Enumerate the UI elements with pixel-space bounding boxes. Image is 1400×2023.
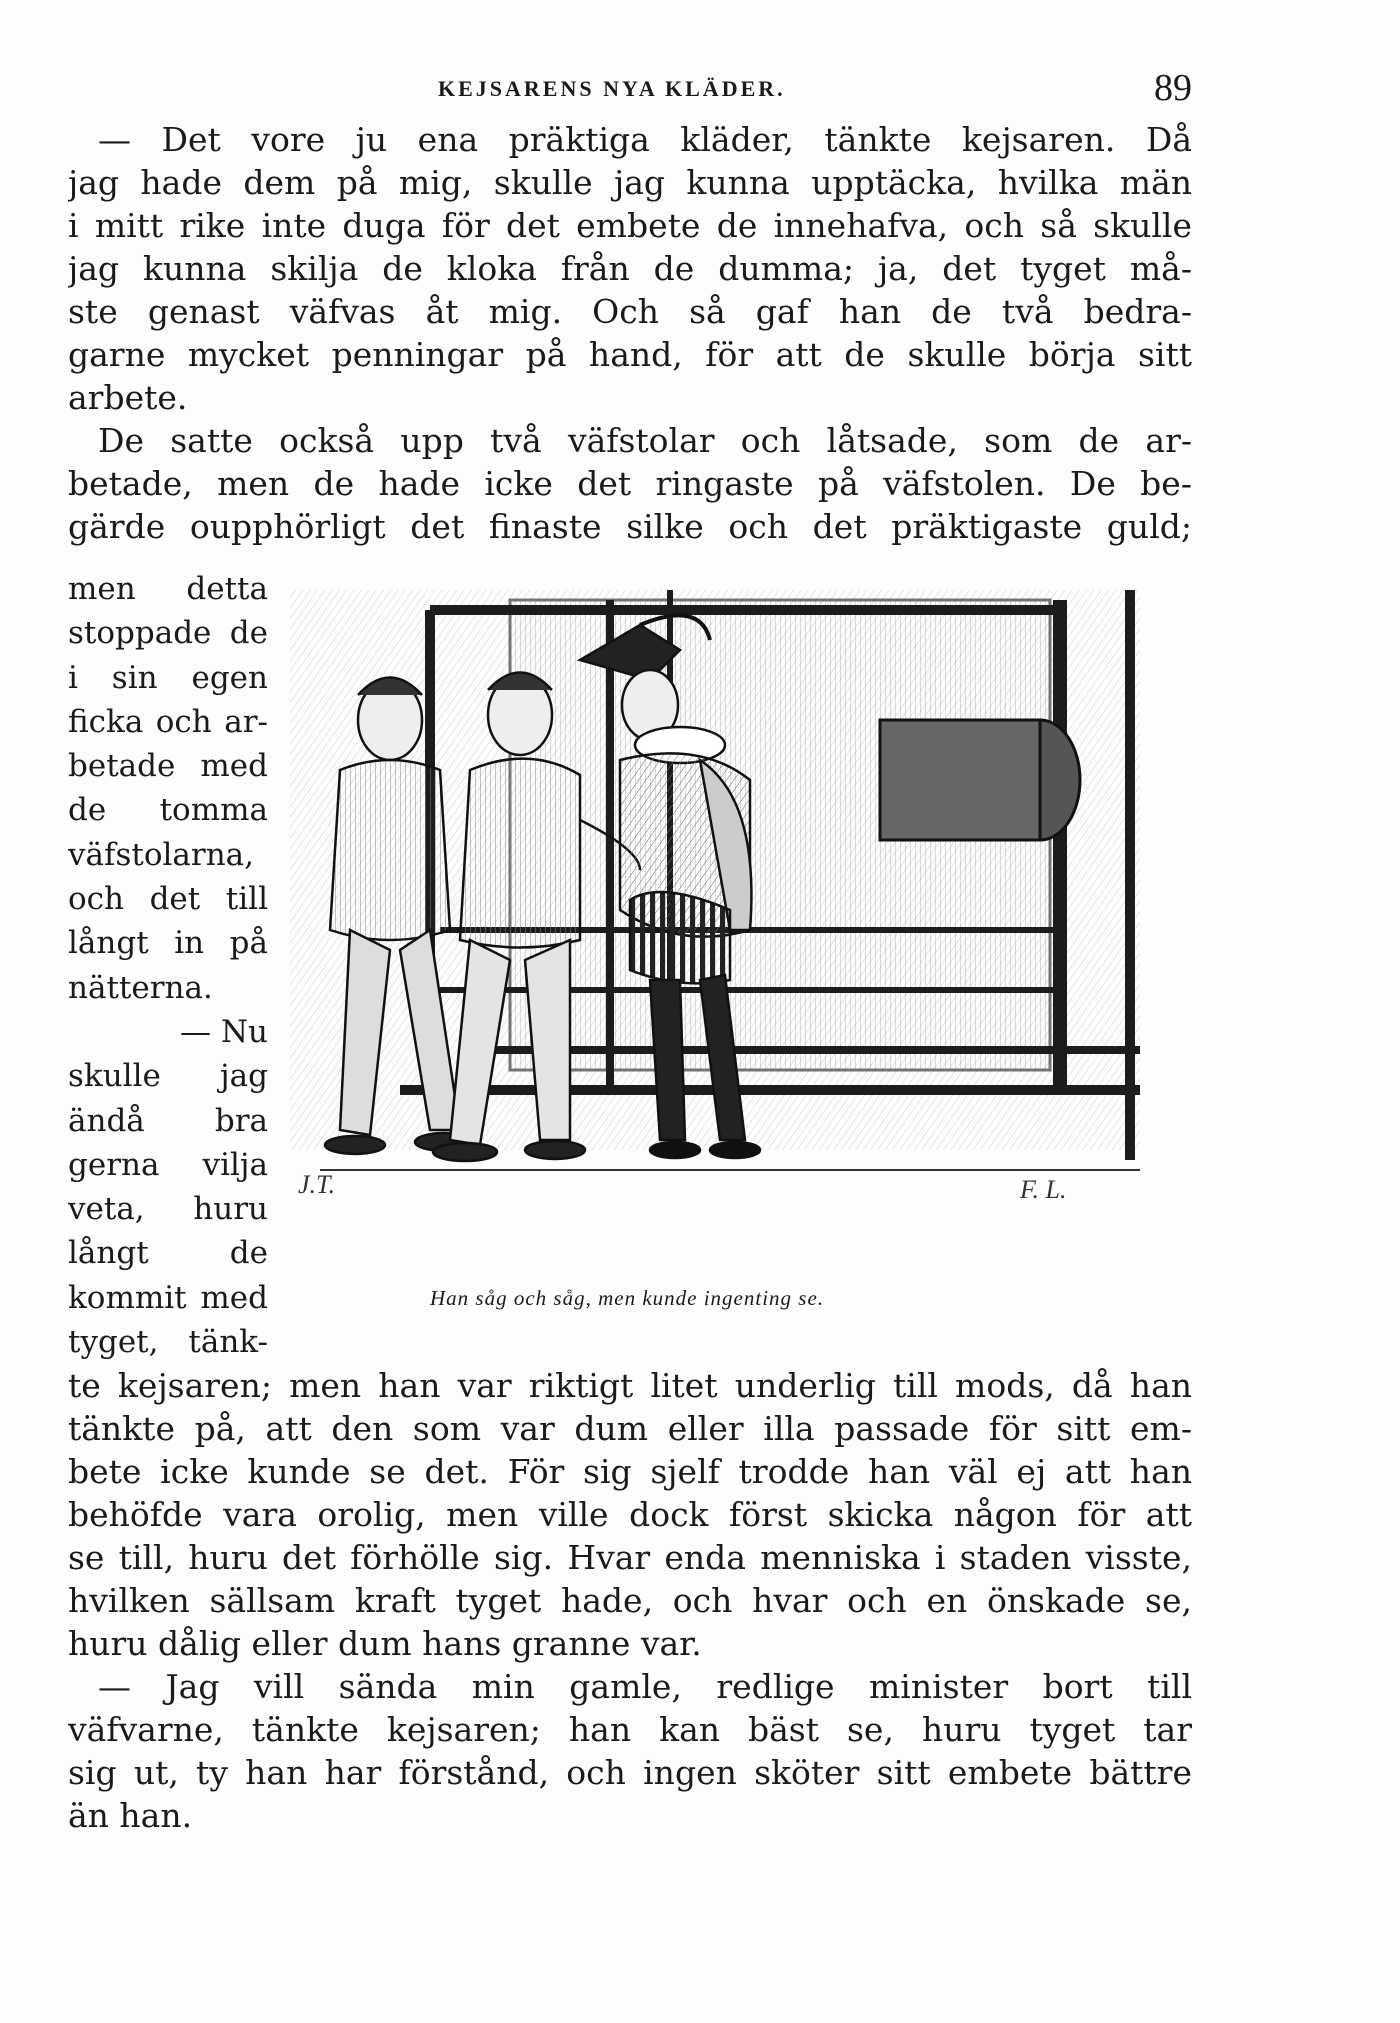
- engraver-signature-right: F. L.: [1020, 1175, 1067, 1204]
- text-line: långt de: [68, 1235, 268, 1272]
- figure-caption: Han såg och såg, men kunde ingenting se.: [430, 1286, 825, 1310]
- page-number: 89: [1154, 67, 1192, 109]
- bottom-paragraphs: [68, 1364, 1192, 1837]
- text-line: veta, huru: [68, 1191, 268, 1228]
- text-line: — Nu: [180, 1013, 268, 1050]
- text-line: garne mycket penningar på hand, för att de skulle börja sitt: [68, 335, 1192, 374]
- text-line: behöfde vara orolig, men ville dock först skicka någon för att: [68, 1495, 1192, 1534]
- text-line: ste genast väfvas åt mig. Och så gaf han de två bedra-: [68, 292, 1192, 331]
- page-header: [68, 66, 1200, 116]
- text-line: — Jag vill sända min gamle, redlige minister bort till: [98, 1667, 1192, 1706]
- side-column-text: [68, 567, 268, 1364]
- text-line: gärde oupphörligt det finaste silke och det präktigaste guld;: [68, 507, 1192, 546]
- text-line: men detta: [68, 571, 268, 607]
- text-line: te kejsaren; men han var riktigt litet underlig till mods, då han: [68, 1366, 1192, 1405]
- engraving-illustration: [280, 570, 1150, 1310]
- text-line: jag hade dem på mig, skulle jag kunna upptäcka, hvilka män: [68, 163, 1192, 202]
- text-line: betade med: [68, 748, 268, 785]
- text-line: sig ut, ty han har förstånd, och ingen sköter sitt embete bättre: [68, 1753, 1192, 1792]
- loom-scene-engraving: [280, 570, 1150, 1230]
- text-line: i mitt rike inte duga för det embete de innehafva, och så skulle: [68, 206, 1192, 245]
- text-line: ficka och ar-: [68, 703, 268, 740]
- text-line: än han.: [68, 1796, 193, 1835]
- text-line: De satte också upp två väfstolar och låtsade, som de ar-: [98, 421, 1192, 460]
- text-line: skulle jag: [68, 1058, 268, 1095]
- top-paragraphs: [68, 118, 1192, 548]
- text-line: se till, huru det förhölle sig. Hvar enda menniska i staden visste,: [68, 1538, 1192, 1577]
- text-line: långt in på: [68, 925, 268, 962]
- running-title: KEJSARENS NYA KLÄDER.: [438, 76, 786, 101]
- text-line: de tomma: [68, 792, 268, 829]
- engraver-signature-left: J.T.: [298, 1170, 336, 1199]
- text-line: kommit med: [68, 1279, 268, 1316]
- text-line: ändå bra: [68, 1102, 268, 1139]
- text-line: arbete.: [68, 378, 188, 417]
- text-line: väfvarne, tänkte kejsaren; han kan bäst se, huru tyget tar: [68, 1710, 1192, 1749]
- text-line: tyget, tänk-: [68, 1324, 268, 1361]
- text-line: jag kunna skilja de kloka från de dumma; ja, det tyget må-: [68, 249, 1192, 288]
- text-line: bete icke kunde se det. För sig sjelf trodde han väl ej att han: [68, 1452, 1192, 1491]
- text-line: tänkte på, att den som var dum eller illa passade för sitt em-: [68, 1409, 1192, 1448]
- text-line: i sin egen: [68, 659, 268, 696]
- text-line: hvilken sällsam kraft tyget hade, och hvar och en önskade se,: [68, 1581, 1192, 1620]
- text-line: väfstolarna,: [68, 836, 255, 873]
- text-line: och det till: [68, 881, 268, 918]
- text-line: huru dålig eller dum hans granne var.: [68, 1624, 702, 1663]
- text-line: — Det vore ju ena präktiga kläder, tänkte kejsaren. Då: [98, 120, 1192, 159]
- text-line: nätterna.: [68, 969, 213, 1006]
- text-line: stoppade de: [68, 615, 268, 652]
- text-line: gerna vilja: [68, 1146, 268, 1183]
- text-line: betade, men de hade icke det ringaste på väfstolen. De be-: [68, 464, 1192, 503]
